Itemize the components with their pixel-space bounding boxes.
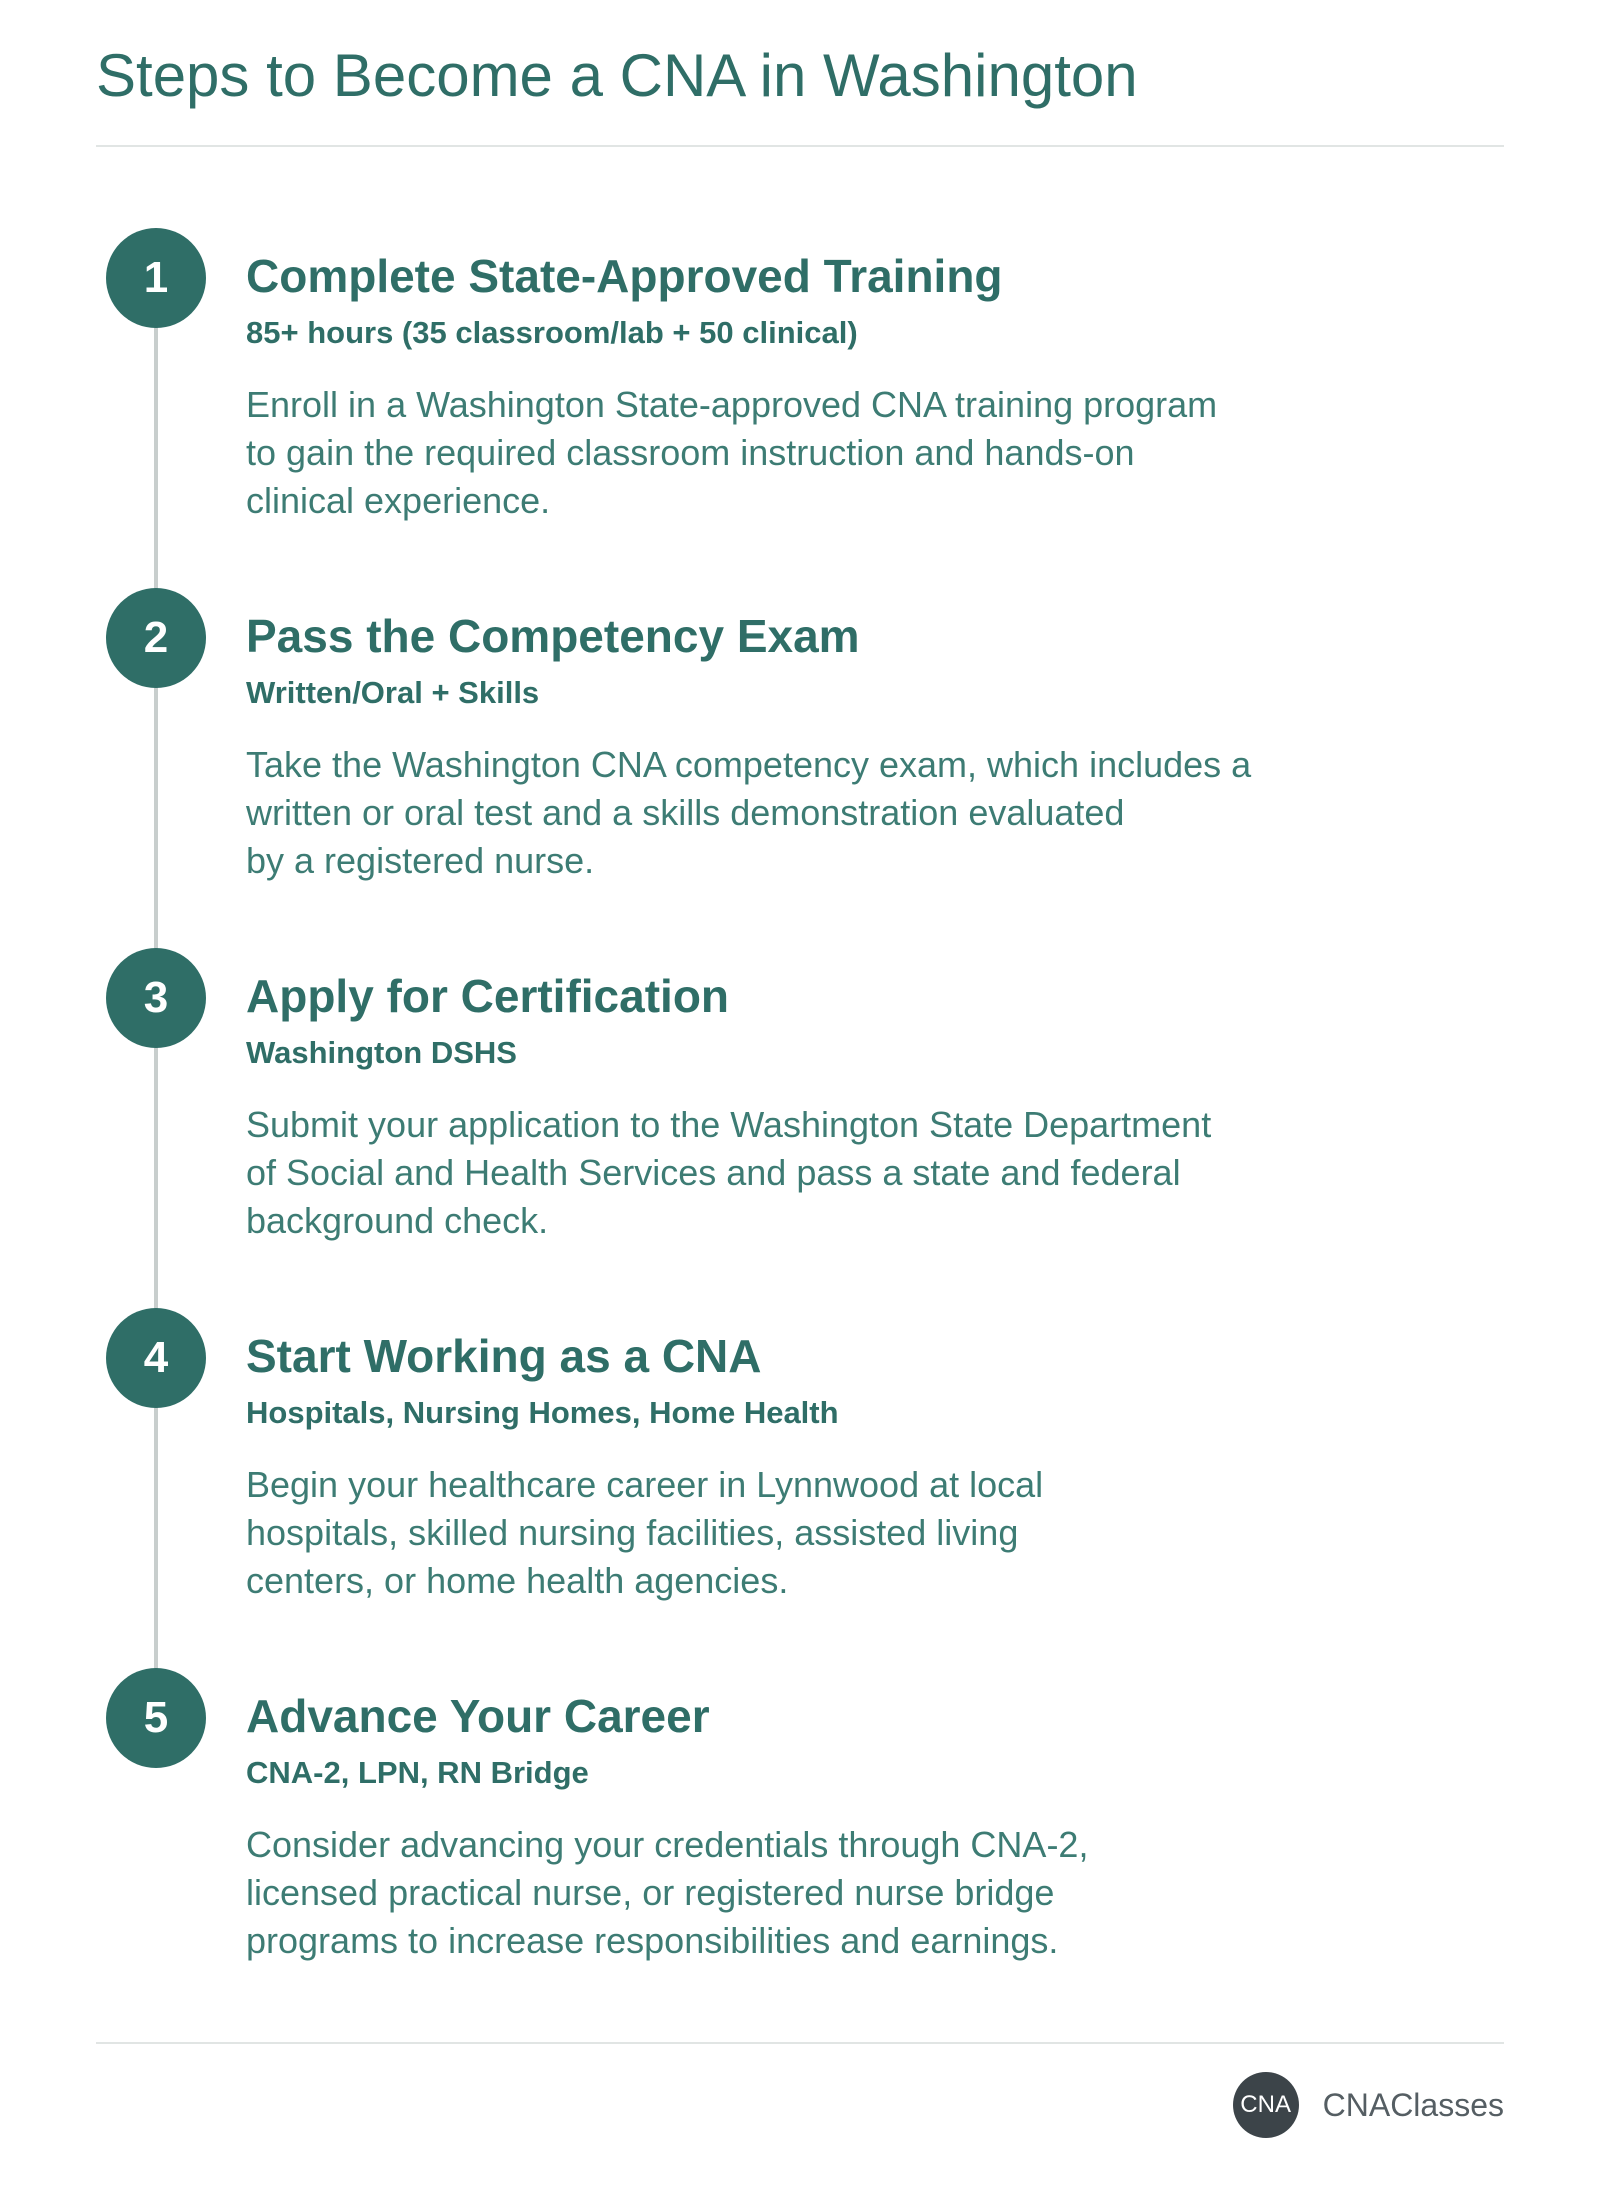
step-subtitle: CNA-2, LPN, RN Bridge — [246, 1755, 589, 1790]
step-number-badge: 4 — [106, 1308, 206, 1408]
step-description-line: Consider advancing your credentials through CNA-2, — [246, 1824, 1089, 1865]
page-title: Steps to Become a CNA in Washington — [96, 42, 1138, 109]
step-description-line: Begin your healthcare career in Lynnwood at local — [246, 1464, 1044, 1505]
step-number-badge: 5 — [106, 1668, 206, 1768]
step-5 — [0, 1668, 1600, 1988]
footer-brand — [1233, 2072, 1504, 2138]
step-title: Pass the Competency Exam — [246, 610, 860, 662]
step-description-line: Enroll in a Washington State-approved CNA training program — [246, 384, 1218, 425]
step-description-line: written or oral test and a skills demonstration evaluated — [246, 792, 1125, 833]
step-description-line: by a registered nurse. — [246, 840, 595, 881]
step-2 — [0, 588, 1600, 908]
step-title: Start Working as a CNA — [246, 1330, 762, 1382]
step-number-badge: 1 — [106, 228, 206, 328]
brand-name: CNAClasses — [1322, 2086, 1504, 2123]
step-description — [246, 1101, 1346, 1245]
step-4 — [0, 1308, 1600, 1628]
step-subtitle: 85+ hours (35 classroom/lab + 50 clinical) — [246, 315, 858, 350]
step-number-badge: 3 — [106, 948, 206, 1048]
step-description-line: Submit your application to the Washington State Department — [246, 1104, 1212, 1145]
step-title: Apply for Certification — [246, 970, 730, 1022]
step-1 — [0, 228, 1600, 548]
step-subtitle: Hospitals, Nursing Homes, Home Health — [246, 1395, 839, 1430]
header-divider — [96, 145, 1504, 147]
step-subtitle: Written/Oral + Skills — [246, 675, 540, 710]
step-description-line: hospitals, skilled nursing facilities, assisted living — [246, 1512, 1019, 1553]
step-description-line: licensed practical nurse, or registered nurse bridge — [246, 1872, 1055, 1913]
step-description-line: to gain the required classroom instruction and hands-on — [246, 432, 1135, 473]
footer-divider — [96, 2042, 1504, 2044]
step-3 — [0, 948, 1600, 1268]
step-subtitle: Washington DSHS — [246, 1035, 517, 1070]
step-title: Advance Your Career — [246, 1690, 710, 1742]
step-description-line: clinical experience. — [246, 480, 551, 521]
step-number-badge: 2 — [106, 588, 206, 688]
step-description-line: centers, or home health agencies. — [246, 1560, 789, 1601]
step-description-line: programs to increase responsibilities and earnings. — [246, 1920, 1059, 1961]
step-description-line: background check. — [246, 1200, 549, 1241]
step-title: Complete State-Approved Training — [246, 250, 1003, 302]
step-description — [246, 1821, 1346, 1965]
step-description — [246, 1461, 1346, 1605]
step-description-line: Take the Washington CNA competency exam, which includes a — [246, 744, 1252, 785]
step-description-line: of Social and Health Services and pass a state and federal — [246, 1152, 1181, 1193]
brand-logo-icon: CNA — [1233, 2072, 1299, 2138]
step-description — [246, 741, 1346, 885]
step-description — [246, 381, 1346, 525]
